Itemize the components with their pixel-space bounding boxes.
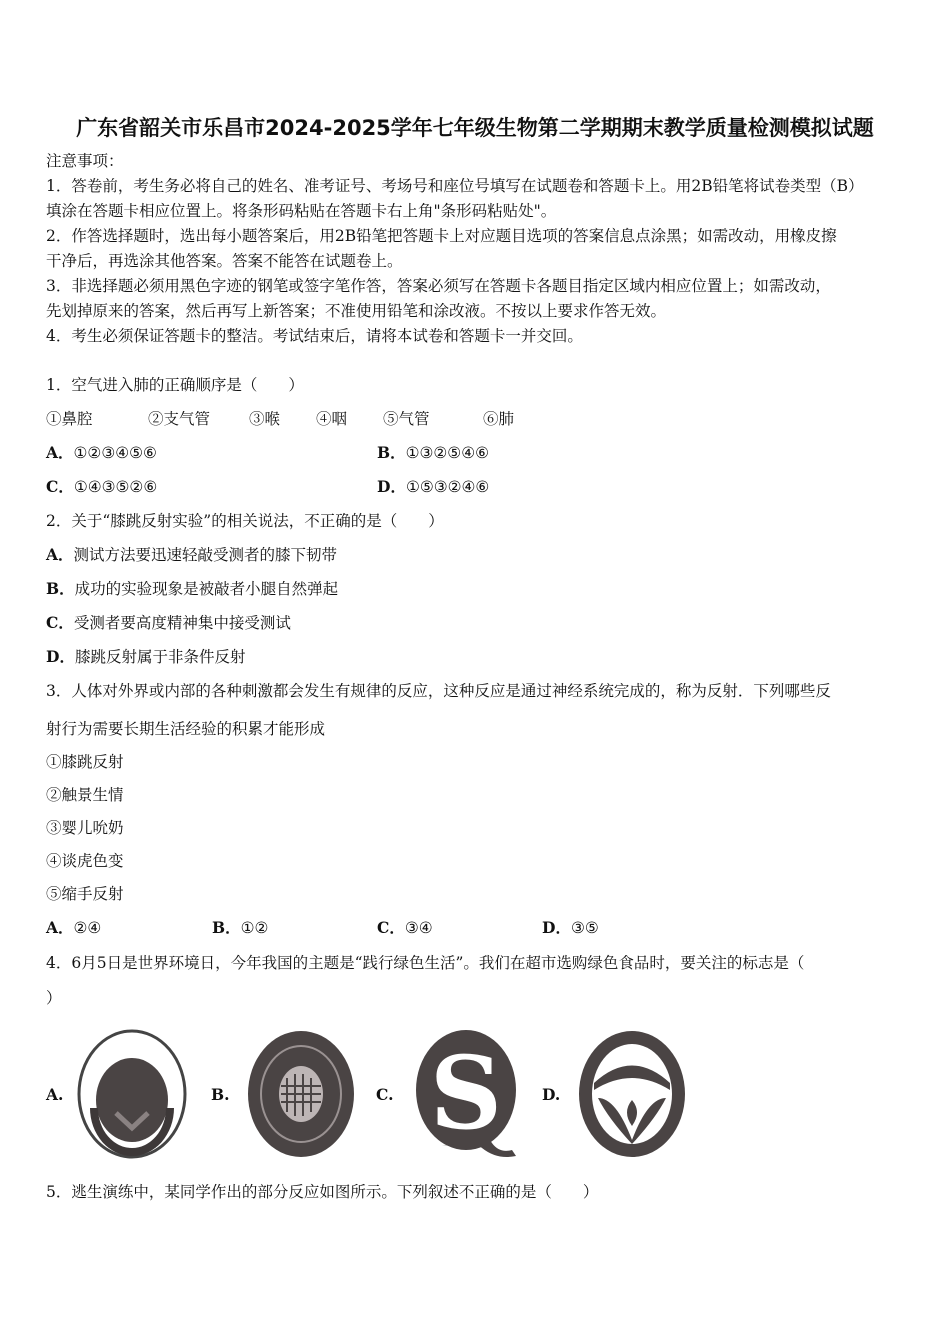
note-line: 1．答卷前，考生务必将自己的姓名、准考证号、考场号和座位号填写在试题卷和答题卡上。用2B铅笔将试卷类型（B） bbox=[46, 177, 864, 195]
organic-food-logo-b bbox=[245, 1028, 357, 1160]
q3-item: ①膝跳反射 bbox=[46, 753, 124, 771]
question-5-stem: 5．逃生演练中，某同学作出的部分反应如图所示。下列叙述不正确的是（ ） bbox=[46, 1183, 599, 1201]
q3-option-d bbox=[542, 918, 599, 938]
page-title: 广东省韶关市乐昌市2024-2025学年七年级生物第二学期期末教学质量检测模拟试题 bbox=[76, 116, 874, 140]
option-label: B． bbox=[46, 579, 75, 598]
q1-item: ④咽 bbox=[316, 410, 348, 428]
q3-item: ⑤缩手反射 bbox=[46, 885, 124, 903]
pollution-free-logo-d bbox=[576, 1028, 688, 1160]
q1-option-c bbox=[46, 477, 157, 497]
option-label: B． bbox=[377, 443, 406, 462]
note-line: 干净后，再选涂其他答案。答案不能答在试题卷上。 bbox=[46, 252, 403, 270]
q3-item: ③婴儿吮奶 bbox=[46, 819, 124, 837]
notes-heading: 注意事项： bbox=[46, 152, 124, 170]
option-text: 受测者要高度精神集中接受测试 bbox=[73, 614, 291, 632]
q2-option-a bbox=[46, 545, 337, 565]
q4-option-a-label: A. bbox=[46, 1085, 64, 1104]
question-4-stem: 4．6月5日是世界环境日，今年我国的主题是“践行绿色生活”。我们在超市选购绿色食品时，要关注的标志是（ bbox=[46, 954, 805, 972]
option-text: ①② bbox=[240, 919, 269, 937]
q3-option-c bbox=[377, 918, 433, 938]
note-line: 2．作答选择题时，选出每小题答案后，用2B铅笔把答题卡上对应题目选项的答案信息点涂黑；如需改动，用橡皮擦 bbox=[46, 227, 837, 245]
q1-item: ⑤气管 bbox=[383, 410, 430, 428]
option-label: D． bbox=[377, 477, 406, 496]
option-text: 测试方法要迅速轻敲受测者的膝下韧带 bbox=[73, 546, 338, 564]
option-text: ②④ bbox=[73, 919, 102, 937]
option-label: A． bbox=[46, 918, 74, 937]
svg-text:S: S bbox=[429, 1034, 503, 1152]
q3-option-b bbox=[212, 918, 268, 938]
q3-item: ②触景生情 bbox=[46, 786, 124, 804]
option-text: ①③②⑤④⑥ bbox=[405, 444, 489, 462]
q1-item: ③喉 bbox=[249, 410, 281, 428]
green-food-logo-a bbox=[76, 1028, 188, 1160]
question-2-stem: 2．关于“膝跳反射实验”的相关说法，不正确的是（ ） bbox=[46, 512, 444, 530]
q1-item: ⑥肺 bbox=[483, 410, 515, 428]
option-text: ①⑤③②④⑥ bbox=[405, 478, 490, 496]
q2-option-d bbox=[46, 647, 245, 667]
option-text: ③④ bbox=[404, 919, 433, 937]
question-4-stem-cont: ） bbox=[46, 989, 62, 1007]
q3-option-a bbox=[46, 918, 101, 938]
option-label: A． bbox=[46, 545, 74, 564]
option-label: C． bbox=[46, 613, 74, 632]
q1-item: ②支气管 bbox=[148, 410, 211, 428]
note-line: 3．非选择题必须用黑色字迹的钢笔或签字笔作答，答案必须写在答题卡各题目指定区域内相应位置上；如需改动， bbox=[46, 277, 831, 295]
q4-option-d-label: D. bbox=[542, 1085, 561, 1104]
option-text: ③⑤ bbox=[570, 919, 599, 937]
q1-item: ①鼻腔 bbox=[46, 410, 93, 428]
q3-item: ④谈虎色变 bbox=[46, 852, 124, 870]
question-3-stem-cont: 射行为需要长期生活经验的积累才能形成 bbox=[46, 720, 326, 738]
q2-option-c bbox=[46, 613, 291, 633]
question-1-stem: 1．空气进入肺的正确顺序是（ ） bbox=[46, 376, 304, 394]
question-3-stem: 3．人体对外界或内部的各种刺激都会发生有规律的反应，这种反应是通过神经系统完成的，称为反射．下列哪些反 bbox=[46, 682, 831, 700]
option-label: D． bbox=[542, 918, 571, 937]
option-text: 成功的实验现象是被敲者小腿自然弹起 bbox=[74, 580, 339, 598]
option-label: C． bbox=[46, 477, 74, 496]
q1-option-b bbox=[377, 443, 489, 463]
option-label: B． bbox=[212, 918, 241, 937]
q4-option-b-label: B. bbox=[211, 1085, 230, 1104]
note-line: 4．考生必须保证答题卡的整洁。考试结束后，请将本试卷和答题卡一并交回。 bbox=[46, 327, 583, 345]
note-line: 先划掉原来的答案，然后再写上新答案；不准使用铅笔和涂改液。不按以上要求作答无效。 bbox=[46, 302, 667, 320]
option-text: ①④③⑤②⑥ bbox=[73, 478, 158, 496]
note-line: 填涂在答题卡相应位置上。将条形码粘贴在答题卡右上角"条形码粘贴处"。 bbox=[46, 202, 557, 220]
q1-option-d bbox=[377, 477, 489, 497]
option-label: C． bbox=[377, 918, 405, 937]
option-label: A． bbox=[46, 443, 74, 462]
q1-option-a bbox=[46, 443, 157, 463]
option-text: 膝跳反射属于非条件反射 bbox=[74, 648, 246, 666]
qs-logo-c bbox=[412, 1028, 524, 1160]
q4-option-c-label: C. bbox=[376, 1085, 394, 1104]
q2-option-b bbox=[46, 579, 338, 599]
option-label: D． bbox=[46, 647, 75, 666]
option-text: ①②③④⑤⑥ bbox=[73, 444, 157, 462]
